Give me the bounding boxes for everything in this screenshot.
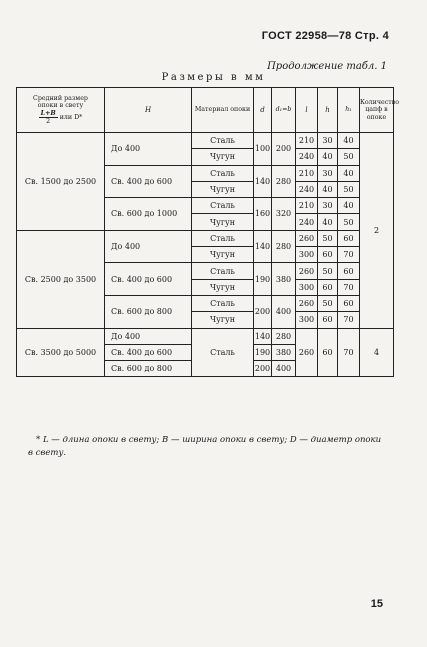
h1-cell: 50 <box>338 149 360 165</box>
l-cell: 240 <box>296 214 318 230</box>
l-cell: 210 <box>296 165 318 181</box>
footnote <box>28 434 398 460</box>
d1b-cell: 200 <box>272 133 296 166</box>
d1b-cell: 280 <box>272 165 296 198</box>
l-cell: 260 <box>296 295 318 311</box>
col-header-H: H <box>105 88 192 133</box>
table-row <box>17 230 394 246</box>
l-cell: 210 <box>296 133 318 149</box>
h1-cell: 60 <box>338 295 360 311</box>
l-cell: 300 <box>296 247 318 263</box>
h-cell: 30 <box>318 165 338 181</box>
h-cell: 60 <box>318 312 338 328</box>
col-header-count: Количество цапф в опоке <box>360 88 394 133</box>
material-cell: Сталь <box>192 263 254 279</box>
H-cell: Св. 600 до 800 <box>105 361 192 377</box>
col-header-material: Материал опоки <box>192 88 254 133</box>
h-cell: 60 <box>318 279 338 295</box>
count-cell: 2 <box>360 133 394 329</box>
material-cell: Чугун <box>192 279 254 295</box>
table-continuation-label: Продолжение табл. 1 <box>267 61 387 72</box>
h1-cell: 50 <box>338 181 360 197</box>
h-cell: 60 <box>318 247 338 263</box>
material-cell: Чугун <box>192 247 254 263</box>
h1-cell: 70 <box>338 279 360 295</box>
h1-cell: 60 <box>338 263 360 279</box>
H-cell: Св. 600 до 800 <box>105 295 192 328</box>
material-cell: Сталь <box>192 198 254 214</box>
avg-size-line1: Средний размер <box>33 95 88 103</box>
h-cell: 50 <box>318 295 338 311</box>
h-cell: 30 <box>318 133 338 149</box>
fraction-numerator: L+B <box>40 109 56 117</box>
avg-size-line2: опоки в свету <box>37 102 84 110</box>
table-row <box>17 328 394 344</box>
h-cell: 40 <box>318 149 338 165</box>
h-cell: 60 <box>318 328 338 377</box>
d-cell: 140 <box>254 165 272 198</box>
dimensions-table <box>16 87 400 377</box>
d-cell: 100 <box>254 133 272 166</box>
d-cell: 140 <box>254 328 272 344</box>
h-cell: 50 <box>318 263 338 279</box>
h1-cell: 70 <box>338 312 360 328</box>
H-cell: Св. 400 до 600 <box>105 344 192 360</box>
document-header: ГОСТ 22958—78 Стр. 4 <box>261 30 389 42</box>
d-cell: 140 <box>254 230 272 263</box>
col-header-h1: h₁ <box>338 88 360 133</box>
material-cell: Чугун <box>192 214 254 230</box>
table-units-caption: Размеры в мм <box>161 72 266 83</box>
d1b-cell: 320 <box>272 198 296 231</box>
material-cell: Чугун <box>192 149 254 165</box>
d-cell: 190 <box>254 263 272 296</box>
h1-cell: 70 <box>338 247 360 263</box>
range-cell: Св. 3500 до 5000 <box>17 328 105 377</box>
H-cell: Св. 400 до 600 <box>105 165 192 198</box>
h1-cell: 40 <box>338 198 360 214</box>
footnote-line2: в свету. <box>28 447 67 458</box>
h1-cell: 60 <box>338 230 360 246</box>
avg-size-fraction <box>39 110 58 125</box>
col-header-d: d <box>254 88 272 133</box>
table-header <box>17 88 400 133</box>
d1b-cell: 400 <box>272 295 296 328</box>
l-cell: 260 <box>296 328 318 377</box>
d1b-cell: 280 <box>272 230 296 263</box>
d-cell: 160 <box>254 198 272 231</box>
H-cell: Св. 600 до 1000 <box>105 198 192 231</box>
page-number: 15 <box>370 598 383 610</box>
d-cell: 200 <box>254 295 272 328</box>
count-cell: 4 <box>360 328 394 377</box>
material-cell: Сталь <box>192 295 254 311</box>
l-cell: 300 <box>296 312 318 328</box>
col-header-avg-size <box>17 88 105 133</box>
d1b-cell: 380 <box>272 263 296 296</box>
l-cell: 240 <box>296 149 318 165</box>
l-cell: 300 <box>296 279 318 295</box>
d-cell: 200 <box>254 361 272 377</box>
h1-cell: 70 <box>338 328 360 377</box>
h1-cell: 40 <box>338 133 360 149</box>
fraction-denominator: 2 <box>46 117 51 125</box>
avg-size-tail: или D* <box>59 113 83 121</box>
l-cell: 240 <box>296 181 318 197</box>
col-header-d1b: d₁=b <box>272 88 296 133</box>
col-header-h: h <box>318 88 338 133</box>
col-header-l: l <box>296 88 318 133</box>
table-body <box>17 133 394 377</box>
material-cell: Сталь <box>192 230 254 246</box>
footnote-line1: * L — длина опоки в свету; B — ширина опоки в свету; D — диаметр опоки <box>36 435 382 445</box>
material-cell: Чугун <box>192 181 254 197</box>
d1b-cell: 280 <box>272 328 296 344</box>
h-cell: 40 <box>318 181 338 197</box>
H-cell: Св. 400 до 600 <box>105 263 192 296</box>
material-cell: Чугун <box>192 312 254 328</box>
h-cell: 50 <box>318 230 338 246</box>
l-cell: 210 <box>296 198 318 214</box>
h-cell: 40 <box>318 214 338 230</box>
l-cell: 260 <box>296 263 318 279</box>
h1-cell: 50 <box>338 214 360 230</box>
H-cell: До 400 <box>105 328 192 344</box>
d1b-cell: 380 <box>272 344 296 360</box>
material-cell: Сталь <box>192 165 254 181</box>
d1b-cell: 400 <box>272 361 296 377</box>
h1-cell: 40 <box>338 165 360 181</box>
material-cell: Сталь <box>192 328 254 377</box>
l-cell: 260 <box>296 230 318 246</box>
range-cell: Св. 2500 до 3500 <box>17 230 105 328</box>
material-cell: Сталь <box>192 133 254 149</box>
range-cell: Св. 1500 до 2500 <box>17 133 105 231</box>
d-cell: 190 <box>254 344 272 360</box>
H-cell: До 400 <box>105 230 192 263</box>
table-row <box>17 133 394 149</box>
h-cell: 30 <box>318 198 338 214</box>
H-cell: До 400 <box>105 133 192 166</box>
